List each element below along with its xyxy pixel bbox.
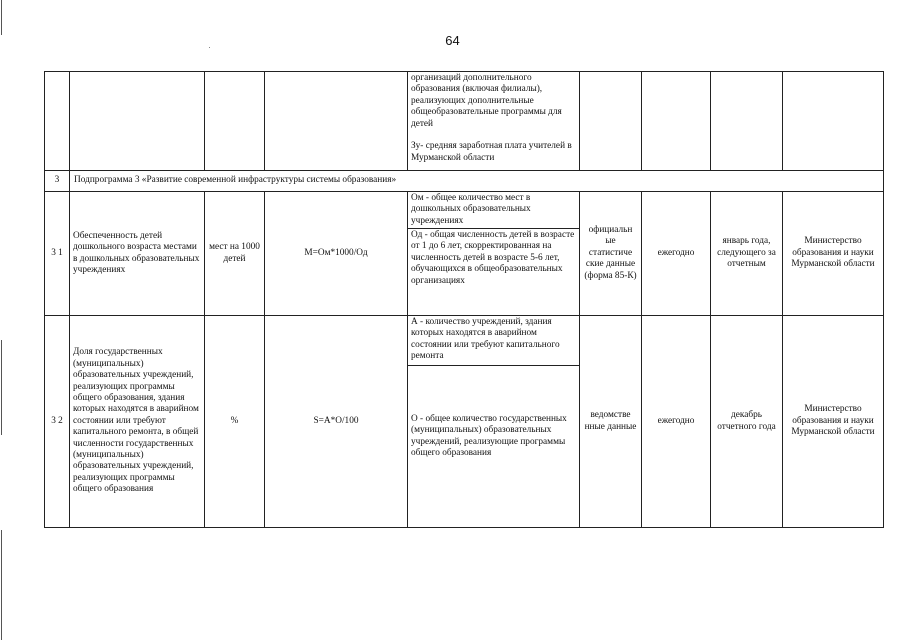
cell-deadline xyxy=(711,72,783,171)
section-number: 3 xyxy=(45,171,70,192)
formula: М=Ом*1000/Од xyxy=(265,192,408,316)
data-source: ведомстве нные данные xyxy=(580,316,642,528)
unit-of-measure: % xyxy=(205,316,265,528)
table-row-3-2 xyxy=(45,316,884,528)
cell-source xyxy=(580,72,642,171)
scan-edge-mid xyxy=(1,340,2,435)
unit-of-measure: мест на 1000 детей xyxy=(205,192,265,316)
cell-responsible xyxy=(783,72,884,171)
cell-frequency xyxy=(642,72,711,171)
frequency: ежегодно xyxy=(642,316,711,528)
cell-formula xyxy=(265,72,408,171)
scan-edge-bottom xyxy=(1,530,2,640)
cell-unit xyxy=(205,72,265,171)
cell-indicator xyxy=(70,72,205,171)
section-title: Подпрограмма 3 «Развитие современной инфраструктуры системы образования» xyxy=(70,171,884,192)
variable-definitions xyxy=(408,192,580,316)
definition-o: О - общее количество государственных (муниципальных) образовательных учреждений, реализующие программы общего образования xyxy=(411,414,567,459)
table-row-3-1 xyxy=(45,192,884,316)
responsible: Министерство образования и науки Мурманской области xyxy=(783,316,884,528)
indicator-name: Доля государственных (муниципальных) образовательных учреждений, реализующих программы общего образования, здания которых находятся в аварийном состоянии или требуют капитального ремонта, в общей численности государственных (муниципальных) образовательных учреждений, реализующих программы общего образования xyxy=(70,316,205,528)
scan-edge-top xyxy=(1,0,2,35)
table-row-continuation xyxy=(45,72,884,171)
cell-definition: организаций дополнительного образования (включая филиалы), реализующих дополнительные общеобразовательные программы для детей Зу- средняя заработная плата учителей в Мурманской области xyxy=(408,72,580,171)
deadline: январь года, следующего за отчетным xyxy=(711,192,783,316)
data-source: официальн ые статистиче ские данные (форма 85-К) xyxy=(580,192,642,316)
table-row-section-3 xyxy=(45,171,884,192)
indicators-table xyxy=(44,71,884,528)
variable-definitions xyxy=(408,316,580,528)
definition-od: Од - общая численность детей в возрасте от 1 до 6 лет, скорректированная на численность детей в возрасте 5-6 лет, обучающихся в общеобразовательных организациях xyxy=(411,230,575,286)
frequency: ежегодно xyxy=(642,192,711,316)
formula: S=А*О/100 xyxy=(265,316,408,528)
row-number: 3 2 xyxy=(45,316,70,528)
responsible: Министерство образования и науки Мурманской области xyxy=(783,192,884,316)
indicator-name: Обеспеченность детей дошкольного возраста местами в дошкольных образовательных учреждениях xyxy=(70,192,205,316)
cell-num xyxy=(45,72,70,171)
row-number: 3 1 xyxy=(45,192,70,316)
definition-a: А - количество учреждений, здания которых находятся в аварийном состоянии или требуют капитального ремонта xyxy=(408,316,579,366)
deadline: декабрь отчетного года xyxy=(711,316,783,528)
page-number: 64 xyxy=(445,33,460,48)
definition-om: Ом - общее количество мест в дошкольных образовательных учреждениях xyxy=(408,192,579,229)
